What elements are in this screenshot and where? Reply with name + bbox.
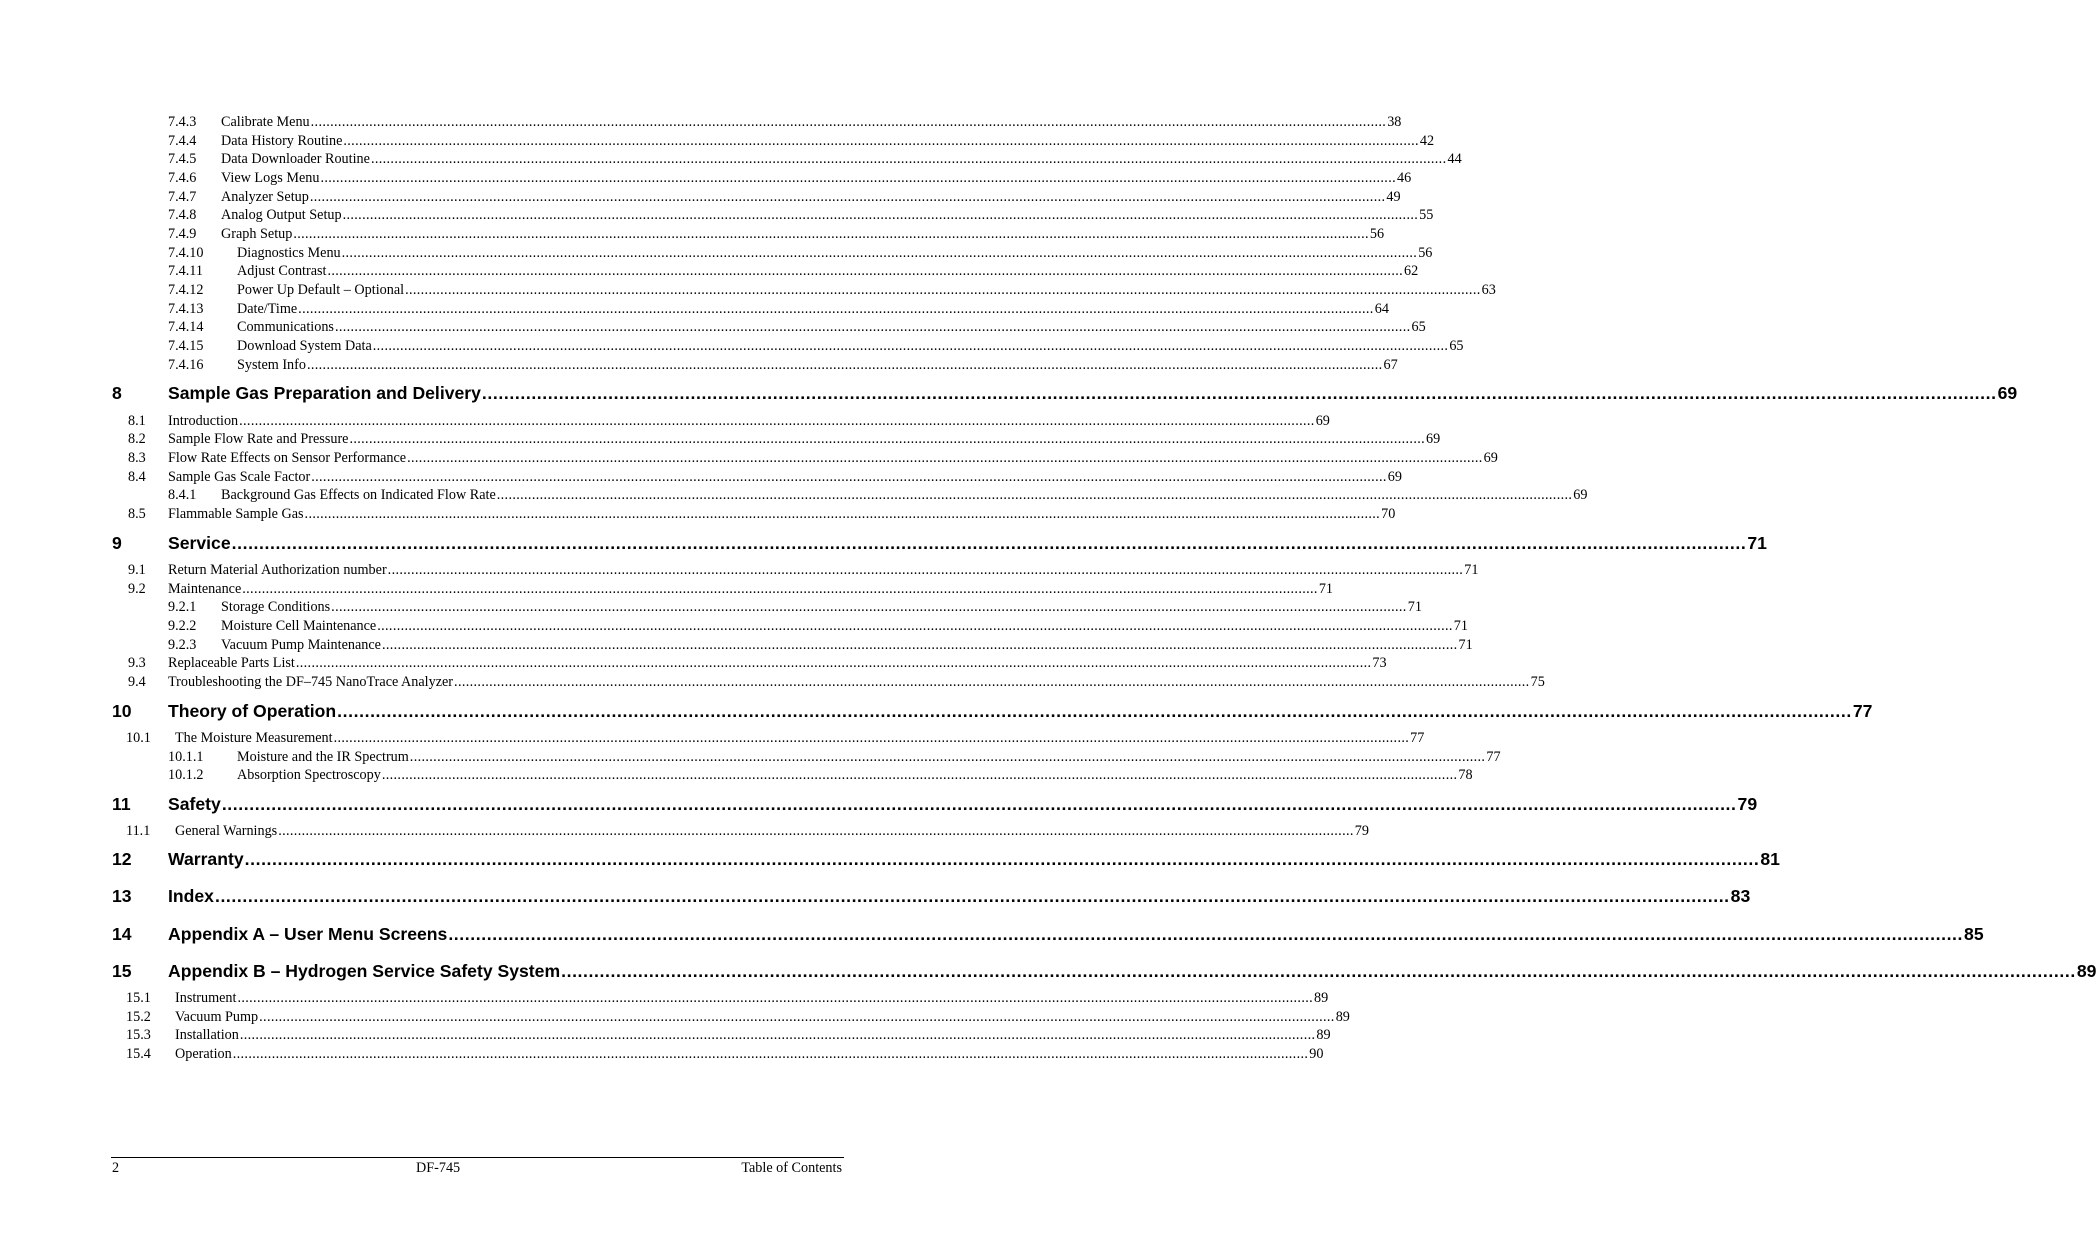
toc-entry-page: 69 <box>1997 383 2018 403</box>
toc-entry-page: 89 <box>1335 1009 1350 1025</box>
toc-entry-title: Vacuum Pump <box>175 1009 259 1025</box>
toc-entry-title: Index <box>168 886 214 906</box>
toc-entry-page: 69 <box>1483 450 1498 466</box>
toc-section-entry <box>128 506 1396 523</box>
toc-subsection-entry <box>168 618 1468 635</box>
toc-leader-dots <box>382 767 1458 784</box>
toc-entry-number: 10.1.1 <box>168 749 204 765</box>
toc-entry-number: 7.4.15 <box>168 338 204 354</box>
footer-divider <box>111 1157 844 1158</box>
toc-section-entry <box>126 823 1369 840</box>
toc-leader-dots <box>405 282 1481 299</box>
toc-entry-title: Storage Conditions <box>221 599 331 615</box>
toc-entry-number: 8.5 <box>128 506 146 522</box>
toc-entry-number: 10.1.2 <box>168 767 204 783</box>
toc-section-entry <box>128 655 1387 672</box>
toc-entry-number: 12 <box>112 849 132 869</box>
toc-leader-dots <box>240 1027 1316 1044</box>
toc-entry-number: 13 <box>112 886 132 906</box>
toc-entry-number: 7.4.11 <box>168 263 203 279</box>
toc-leader-dots <box>215 885 1730 907</box>
toc-leader-dots <box>245 848 1760 870</box>
toc-leader-dots <box>320 170 1396 187</box>
toc-section-entry <box>126 1009 1350 1026</box>
toc-subsection-entry <box>168 357 1398 374</box>
toc-entry-title: Service <box>168 533 231 553</box>
toc-leader-dots <box>222 793 1737 815</box>
toc-subsection-entry <box>168 282 1496 299</box>
toc-subsection-entry <box>168 226 1385 243</box>
toc-leader-dots <box>311 469 1387 486</box>
toc-entry-page: 62 <box>1404 263 1419 279</box>
toc-leader-dots <box>482 382 1997 404</box>
toc-entry-number: 11.1 <box>126 823 151 839</box>
toc-leader-dots <box>296 655 1372 672</box>
toc-entry-number: 9 <box>112 533 122 553</box>
toc-entry-page: 77 <box>1410 730 1425 746</box>
toc-leader-dots <box>382 637 1458 654</box>
toc-subsection-entry <box>168 338 1464 355</box>
toc-entry-page: 56 <box>1418 245 1433 261</box>
toc-entry-title: Analog Output Setup <box>221 207 342 223</box>
toc-entry-number: 15.3 <box>126 1027 151 1043</box>
toc-entry-number: 9.2.3 <box>168 637 197 653</box>
toc-entry-title: Installation <box>175 1027 239 1043</box>
toc-entry-page: 75 <box>1530 674 1545 690</box>
toc-section-entry <box>126 1046 1324 1063</box>
toc-entry-page: 90 <box>1309 1046 1324 1062</box>
toc-entry-title: Introduction <box>168 413 239 429</box>
toc-entry-page: 83 <box>1730 886 1751 906</box>
toc-entry-title: Data History Routine <box>221 133 343 149</box>
toc-entry-page: 71 <box>1318 581 1333 597</box>
toc-entry-number: 14 <box>112 924 132 944</box>
toc-entry-number: 10.1 <box>126 730 151 746</box>
toc-leader-dots <box>259 1009 1335 1026</box>
toc-section-entry <box>126 990 1329 1007</box>
toc-subsection-entry <box>168 637 1473 654</box>
toc-entry-page: 69 <box>1426 431 1441 447</box>
toc-entry-page: 70 <box>1381 506 1396 522</box>
toc-entry-number: 8.3 <box>128 450 146 466</box>
toc-entry-number: 9.2.1 <box>168 599 197 615</box>
toc-entry-page: 65 <box>1411 319 1426 335</box>
toc-entry-title: Return Material Authorization number <box>168 562 387 578</box>
toc-entry-title: Appendix A – User Menu Screens <box>168 924 448 944</box>
toc-entry-title: Adjust Contrast <box>237 263 327 279</box>
footer-section-name: Table of Contents <box>741 1160 842 1176</box>
toc-entry-page: 71 <box>1747 533 1767 553</box>
toc-entry-number: 7.4.6 <box>168 170 197 186</box>
toc-leader-dots <box>371 151 1447 168</box>
toc-entry-page: 65 <box>1449 338 1464 354</box>
toc-entry-page: 49 <box>1386 189 1401 205</box>
toc-entry-title: Troubleshooting the DF–745 NanoTrace Analyzer <box>168 674 454 690</box>
toc-leader-dots <box>232 532 1747 554</box>
toc-section-entry <box>128 562 1479 579</box>
toc-leader-dots <box>311 114 1387 131</box>
toc-leader-dots <box>334 730 1410 747</box>
toc-leader-dots <box>343 207 1419 224</box>
toc-entry-page: 71 <box>1407 599 1422 615</box>
toc-entry-number: 7.4.5 <box>168 151 197 167</box>
toc-chapter-entry <box>112 532 1767 554</box>
toc-subsection-entry <box>168 319 1426 336</box>
toc-leader-dots <box>388 562 1464 579</box>
toc-entry-number: 7.4.14 <box>168 319 204 335</box>
toc-section-entry <box>128 413 1330 430</box>
footer-document-id: DF-745 <box>416 1160 461 1176</box>
toc-entry-number: 9.1 <box>128 562 146 578</box>
toc-entry-title: Moisture Cell Maintenance <box>221 618 377 634</box>
toc-leader-dots <box>342 245 1418 262</box>
toc-entry-title: Date/Time <box>237 301 298 317</box>
toc-entry-page: 89 <box>2076 961 2096 981</box>
toc-leader-dots <box>349 431 1425 448</box>
toc-entry-page: 67 <box>1383 357 1398 373</box>
toc-leader-dots <box>410 749 1486 766</box>
toc-section-entry <box>126 730 1425 747</box>
toc-leader-dots <box>343 133 1419 150</box>
toc-leader-dots <box>239 413 1315 430</box>
toc-entry-title: Analyzer Setup <box>221 189 309 205</box>
toc-entry-page: 63 <box>1481 282 1496 298</box>
toc-entry-page: 79 <box>1354 823 1369 839</box>
toc-entry-page: 89 <box>1316 1027 1331 1043</box>
toc-entry-title: Sample Flow Rate and Pressure <box>168 431 349 447</box>
toc-entry-page: 44 <box>1447 151 1462 167</box>
toc-leader-dots <box>407 450 1483 467</box>
toc-subsection-entry <box>168 114 1402 131</box>
toc-entry-title: Download System Data <box>237 338 372 354</box>
toc-entry-page: 69 <box>1573 487 1588 503</box>
toc-entry-number: 7.4.9 <box>168 226 197 242</box>
toc-entry-title: Sample Gas Scale Factor <box>168 469 311 485</box>
toc-entry-number: 15 <box>112 961 132 981</box>
footer-page-number: 2 <box>112 1160 120 1176</box>
toc-leader-dots <box>307 357 1383 374</box>
toc-entry-number: 8.2 <box>128 431 146 447</box>
toc-entry-page: 64 <box>1374 301 1389 317</box>
toc-entry-number: 11 <box>112 794 131 814</box>
toc-section-entry <box>128 450 1498 467</box>
toc-subsection-entry <box>168 151 1462 168</box>
toc-entry-number: 7.4.13 <box>168 301 204 317</box>
toc-entry-number: 9.3 <box>128 655 146 671</box>
toc-entry-title: Warranty <box>168 849 244 869</box>
toc-entry-title: Operation <box>175 1046 232 1062</box>
toc-leader-dots <box>373 338 1449 355</box>
toc-entry-title: Safety <box>168 794 221 814</box>
toc-entry-page: 55 <box>1419 207 1434 223</box>
toc-section-entry <box>128 581 1333 598</box>
toc-entry-title: Instrument <box>175 990 237 1006</box>
toc-entry-number: 8.1 <box>128 413 146 429</box>
toc-entry-number: 7.4.3 <box>168 114 197 130</box>
toc-entry-page: 69 <box>1315 413 1330 429</box>
toc-entry-number: 15.1 <box>126 990 151 1006</box>
toc-subsection-entry <box>168 749 1501 766</box>
toc-entry-page: 78 <box>1458 767 1473 783</box>
toc-section-entry <box>128 469 1402 486</box>
toc-subsection-entry <box>168 133 1435 150</box>
toc-entry-page: 77 <box>1852 701 1873 721</box>
toc-chapter-entry <box>112 382 2018 404</box>
toc-entry-title: Maintenance <box>168 581 242 597</box>
toc-entry-number: 8.4 <box>128 469 146 485</box>
toc-entry-title: Background Gas Effects on Indicated Flow Rate <box>221 487 496 503</box>
toc-entry-number: 15.4 <box>126 1046 151 1062</box>
toc-entry-title: System Info <box>237 357 306 373</box>
toc-entry-title: Data Downloader Routine <box>221 151 370 167</box>
toc-entry-page: 81 <box>1760 849 1780 869</box>
toc-chapter-entry <box>112 700 1873 722</box>
toc-entry-title: Absorption Spectroscopy <box>237 767 381 783</box>
toc-entry-title: Diagnostics Menu <box>237 245 341 261</box>
toc-entry-title: General Warnings <box>175 823 278 839</box>
toc-entry-number: 10 <box>112 701 132 721</box>
toc-entry-page: 71 <box>1453 618 1468 634</box>
toc-entry-number: 7.4.10 <box>168 245 204 261</box>
toc-chapter-entry <box>112 960 2096 982</box>
toc-entry-page: 69 <box>1387 469 1402 485</box>
toc-subsection-entry <box>168 170 1412 187</box>
toc-entry-page: 85 <box>1964 924 1984 944</box>
toc-entry-number: 7.4.12 <box>168 282 204 298</box>
toc-entry-title: Power Up Default – Optional <box>237 282 405 298</box>
toc-entry-title: Graph Setup <box>221 226 293 242</box>
toc-leader-dots <box>331 599 1407 616</box>
toc-entry-number: 7.4.16 <box>168 357 204 373</box>
toc-leader-dots <box>497 487 1573 504</box>
toc-subsection-entry <box>168 207 1434 224</box>
toc-leader-dots <box>242 581 1318 598</box>
toc-entry-title: Vacuum Pump Maintenance <box>221 637 381 653</box>
toc-chapter-entry <box>112 793 1758 815</box>
toc-subsection-entry <box>168 245 1433 262</box>
toc-entry-number: 7.4.7 <box>168 189 197 205</box>
toc-subsection-entry <box>168 487 1588 504</box>
toc-entry-title: Flammable Sample Gas <box>168 506 304 522</box>
toc-leader-dots <box>454 674 1530 691</box>
toc-chapter-entry <box>112 885 1751 907</box>
toc-entry-number: 7.4.8 <box>168 207 197 223</box>
toc-entry-number: 8.4.1 <box>168 487 197 503</box>
toc-subsection-entry <box>168 599 1422 616</box>
toc-leader-dots <box>327 263 1403 280</box>
toc-entry-page: 73 <box>1372 655 1387 671</box>
toc-entry-page: 42 <box>1419 133 1435 149</box>
toc-entry-page: 89 <box>1314 990 1329 1006</box>
toc-section-entry <box>126 1027 1331 1044</box>
toc-section-entry <box>128 431 1441 448</box>
toc-entry-page: 71 <box>1464 562 1479 578</box>
toc-leader-dots <box>298 301 1374 318</box>
toc-entry-number: 8 <box>112 383 122 403</box>
toc-leader-dots <box>237 990 1313 1007</box>
toc-subsection-entry <box>168 301 1389 318</box>
toc-entry-page: 79 <box>1737 794 1758 814</box>
toc-leader-dots <box>278 823 1354 840</box>
toc-entry-page: 46 <box>1397 170 1412 186</box>
toc-entry-page: 38 <box>1387 114 1402 130</box>
toc-leader-dots <box>233 1046 1309 1063</box>
toc-entry-page: 56 <box>1369 226 1385 242</box>
toc-leader-dots <box>448 923 1963 945</box>
toc-entry-number: 15.2 <box>126 1009 151 1025</box>
toc-entry-number: 7.4.4 <box>168 133 197 149</box>
toc-entry-page: 71 <box>1458 637 1473 653</box>
toc-chapter-entry <box>112 923 1984 945</box>
toc-entry-title: Theory of Operation <box>168 701 337 721</box>
toc-subsection-entry <box>168 263 1419 280</box>
toc-section-entry <box>128 674 1545 691</box>
toc-entry-page: 77 <box>1486 749 1501 765</box>
toc-chapter-entry <box>112 848 1780 870</box>
toc-leader-dots <box>377 618 1453 635</box>
toc-entry-number: 9.2 <box>128 581 146 597</box>
toc-entry-title: Moisture and the IR Spectrum <box>237 749 409 765</box>
toc-leader-dots <box>310 189 1386 206</box>
toc-entry-number: 9.2.2 <box>168 618 197 634</box>
toc-entry-title: Replaceable Parts List <box>168 655 295 671</box>
toc-entry-title: Calibrate Menu <box>221 114 310 130</box>
toc-entry-title: View Logs Menu <box>221 170 320 186</box>
toc-entry-number: 9.4 <box>128 674 146 690</box>
toc-subsection-entry <box>168 189 1401 206</box>
toc-entry-title: Communications <box>237 319 334 335</box>
toc-leader-dots <box>337 700 1852 722</box>
toc-leader-dots <box>293 226 1369 243</box>
toc-leader-dots <box>561 960 2076 982</box>
toc-entry-title: The Moisture Measurement <box>175 730 333 746</box>
toc-entry-title: Flow Rate Effects on Sensor Performance <box>168 450 407 466</box>
toc-entry-title: Appendix B – Hydrogen Service Safety System <box>168 961 561 981</box>
toc-leader-dots <box>305 506 1381 523</box>
toc-subsection-entry <box>168 767 1473 784</box>
toc-leader-dots <box>335 319 1411 336</box>
toc-entry-title: Sample Gas Preparation and Delivery <box>168 383 481 403</box>
